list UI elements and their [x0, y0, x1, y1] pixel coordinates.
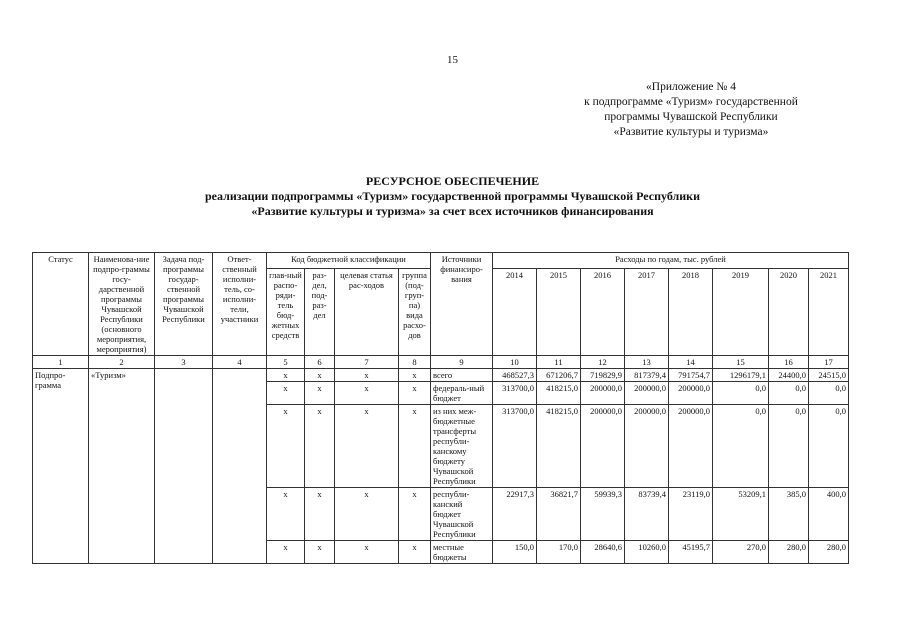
expense-value-cell: 0,0: [713, 382, 769, 405]
budget-code-cell: x: [399, 488, 431, 541]
expense-value-cell: 200000,0: [581, 405, 625, 488]
expense-value-cell: 0,0: [809, 382, 849, 405]
expense-value-cell: 150,0: [493, 541, 537, 564]
task-cell: [155, 369, 213, 564]
budget-code-cell: x: [305, 382, 335, 405]
resource-table: [32, 252, 849, 564]
header-razdel: раз-дел, под-раз-дел: [305, 268, 335, 355]
expense-value-cell: 83739,4: [625, 488, 669, 541]
appendix-line: «Приложение № 4: [646, 81, 736, 93]
budget-code-cell: x: [267, 405, 305, 488]
source-cell: местные бюджеты: [431, 541, 493, 564]
header-responsible: Ответ-ственный исполни-тель, со-исполни-тели, участники: [213, 253, 267, 356]
expense-value-cell: 385,0: [769, 488, 809, 541]
expense-value-cell: 418215,0: [537, 382, 581, 405]
budget-code-cell: x: [335, 488, 399, 541]
header-year: 2017: [625, 268, 669, 355]
header-year: 2021: [809, 268, 849, 355]
table-row: [33, 369, 849, 382]
header-expenses: Расходы по годам, тыс. рублей: [493, 253, 849, 269]
expense-value-cell: 0,0: [713, 405, 769, 488]
budget-code-cell: x: [335, 382, 399, 405]
budget-code-cell: x: [305, 488, 335, 541]
source-cell: всего: [431, 369, 493, 382]
column-number: 8: [399, 356, 431, 369]
expense-value-cell: 59939,3: [581, 488, 625, 541]
expense-value-cell: 200000,0: [625, 405, 669, 488]
column-number: 17: [809, 356, 849, 369]
expense-value-cell: 22917,3: [493, 488, 537, 541]
column-number: 9: [431, 356, 493, 369]
budget-code-cell: x: [399, 369, 431, 382]
status-cell: Подпро-грамма: [33, 369, 89, 564]
budget-code-cell: x: [305, 405, 335, 488]
page-number: 15: [447, 54, 458, 66]
source-cell: республи-канский бюджет Чувашской Республики: [431, 488, 493, 541]
title-line: «Развитие культуры и туризма» за счет всех источников финансирования: [251, 204, 654, 218]
budget-code-cell: x: [335, 369, 399, 382]
expense-value-cell: 200000,0: [669, 382, 713, 405]
expense-value-cell: 719829,9: [581, 369, 625, 382]
expense-value-cell: 53209,1: [713, 488, 769, 541]
header-year: 2016: [581, 268, 625, 355]
expense-value-cell: 10260,0: [625, 541, 669, 564]
budget-code-cell: x: [267, 382, 305, 405]
header-glava: глав-ный распо-ряди-тель бюд-жетных средств: [267, 268, 305, 355]
column-number: 7: [335, 356, 399, 369]
expense-value-cell: 45195,7: [669, 541, 713, 564]
budget-code-cell: x: [267, 541, 305, 564]
column-number: 11: [537, 356, 581, 369]
expense-value-cell: 280,0: [809, 541, 849, 564]
budget-code-cell: x: [305, 369, 335, 382]
column-number: 12: [581, 356, 625, 369]
responsible-cell: [213, 369, 267, 564]
appendix-line: программы Чувашской Республики: [604, 111, 778, 123]
expense-value-cell: 418215,0: [537, 405, 581, 488]
expense-value-cell: 28640,6: [581, 541, 625, 564]
column-number: 6: [305, 356, 335, 369]
expense-value-cell: 23119,0: [669, 488, 713, 541]
header-target: целевая статья рас-ходов: [335, 268, 399, 355]
expense-value-cell: 0,0: [809, 405, 849, 488]
column-number: 13: [625, 356, 669, 369]
expense-value-cell: 313700,0: [493, 382, 537, 405]
header-budget-code: Код бюджетной классификации: [267, 253, 431, 269]
expense-value-cell: 0,0: [769, 405, 809, 488]
header-year: 2014: [493, 268, 537, 355]
expense-value-cell: 400,0: [809, 488, 849, 541]
document-title: [0, 174, 905, 219]
budget-code-cell: x: [335, 405, 399, 488]
expense-value-cell: 270,0: [713, 541, 769, 564]
budget-code-cell: x: [399, 382, 431, 405]
title-line: реализации подпрограммы «Туризм» государственной программы Чувашской Республики: [204, 189, 701, 203]
header-year: 2018: [669, 268, 713, 355]
expense-value-cell: 313700,0: [493, 405, 537, 488]
name-cell: «Туризм»: [89, 369, 155, 564]
header-year: 2015: [537, 268, 581, 355]
budget-code-cell: x: [399, 405, 431, 488]
budget-code-cell: x: [267, 488, 305, 541]
expense-value-cell: 1296179,1: [713, 369, 769, 382]
expense-value-cell: 24400,0: [769, 369, 809, 382]
header-year: 2020: [769, 268, 809, 355]
expense-value-cell: 0,0: [769, 382, 809, 405]
column-number-row: [33, 356, 849, 369]
expense-value-cell: 24515,0: [809, 369, 849, 382]
column-number: 5: [267, 356, 305, 369]
column-number: 1: [33, 356, 89, 369]
expense-value-cell: 468527,3: [493, 369, 537, 382]
budget-code-cell: x: [305, 541, 335, 564]
column-number: 4: [213, 356, 267, 369]
source-cell: из них меж-бюджетные трансферты республи-канскому бюджету Чувашской Республики: [431, 405, 493, 488]
header-name: Наименова-ние подпро-граммы госу-дарственной программы Чувашской Республики (основного мероприятия, мероприятия): [89, 253, 155, 356]
column-number: 2: [89, 356, 155, 369]
expense-value-cell: 280,0: [769, 541, 809, 564]
header-year: 2019: [713, 268, 769, 355]
header-sources: Источники финансиро-вания: [431, 253, 493, 356]
header-status: Статус: [33, 253, 89, 356]
budget-code-cell: x: [267, 369, 305, 382]
expense-value-cell: 36821,7: [537, 488, 581, 541]
expense-value-cell: 791754,7: [669, 369, 713, 382]
column-number: 15: [713, 356, 769, 369]
header-task: Задача под-программы государ-ственной программы Чувашской Республики: [155, 253, 213, 356]
budget-code-cell: x: [335, 541, 399, 564]
expense-value-cell: 200000,0: [669, 405, 713, 488]
column-number: 3: [155, 356, 213, 369]
header-group: группа (под-груп-па) вида расхо-дов: [399, 268, 431, 355]
appendix-line: к подпрограмме «Туризм» государственной: [584, 96, 798, 108]
title-line: РЕСУРСНОЕ ОБЕСПЕЧЕНИЕ: [365, 174, 540, 188]
expense-value-cell: 817379,4: [625, 369, 669, 382]
expense-value-cell: 170,0: [537, 541, 581, 564]
budget-code-cell: x: [399, 541, 431, 564]
expense-value-cell: 200000,0: [625, 382, 669, 405]
column-number: 16: [769, 356, 809, 369]
expense-value-cell: 671206,7: [537, 369, 581, 382]
expense-value-cell: 200000,0: [581, 382, 625, 405]
appendix-line: «Развитие культуры и туризма»: [613, 126, 769, 138]
source-cell: федераль-ный бюджет: [431, 382, 493, 405]
column-number: 14: [669, 356, 713, 369]
column-number: 10: [493, 356, 537, 369]
appendix-note: [541, 80, 841, 140]
